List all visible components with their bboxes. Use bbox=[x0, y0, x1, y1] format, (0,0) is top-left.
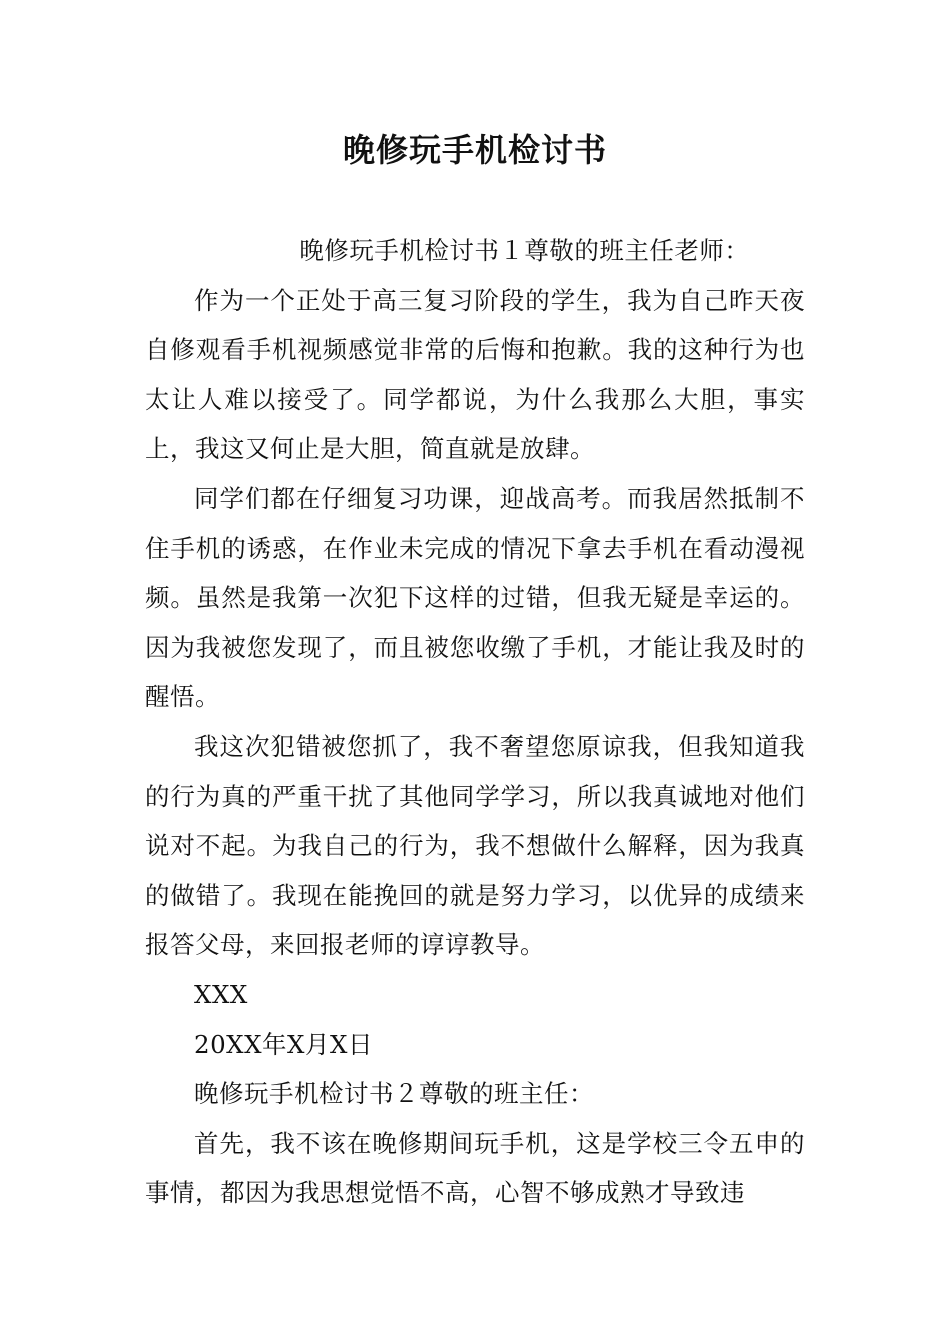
letter-heading-2: 晚修玩手机检讨书２尊敬的班主任： bbox=[194, 1079, 594, 1109]
letter-heading-1: 晚修玩手机检讨书１尊敬的班主任老师： bbox=[299, 236, 750, 265]
paragraph-3: 我这次犯错被您抓了，我不奢望您原谅我，但我知道我的行为真的严重干扰了其他同学学习，所以我真诚地对他们说对不起。为我自己的行为，我不想做什么解释，因为我真的做错了。我现在能挽回的就是努力学习，以优异的成绩来报答父母，来回报老师的谆谆教导。 bbox=[145, 731, 805, 960]
paragraph-2: 同学们都在仔细复习功课，迎战高考。而我居然抵制不住手机的诱惑，在作业未完成的情况下拿去手机在看动漫视频。虽然是我第一次犯下这样的过错，但我无疑是幸运的。因为我被您发现了，而且被您收缴了手机，才能让我及时的醒悟。 bbox=[145, 483, 805, 712]
signature-name: XXX bbox=[194, 979, 248, 1009]
paragraph-1: 作为一个正处于高三复习阶段的学生，我为自己昨天夜自修观看手机视频感觉非常的后悔和抱歉。我的这种行为也太让人难以接受了。同学都说，为什么我那么大胆，事实上，我这又何止是大胆，简直就是放肆。 bbox=[145, 285, 805, 464]
document-title: 晚修玩手机检讨书 bbox=[342, 131, 607, 169]
document-body bbox=[145, 226, 805, 1218]
signature-date: 20XX年X月X日 bbox=[194, 1029, 373, 1059]
paragraph-4: 首先，我不该在晚修期间玩手机，这是学校三令五申的事情，都因为我思想觉悟不高，心智不够成熟才导致违 bbox=[145, 1128, 805, 1208]
